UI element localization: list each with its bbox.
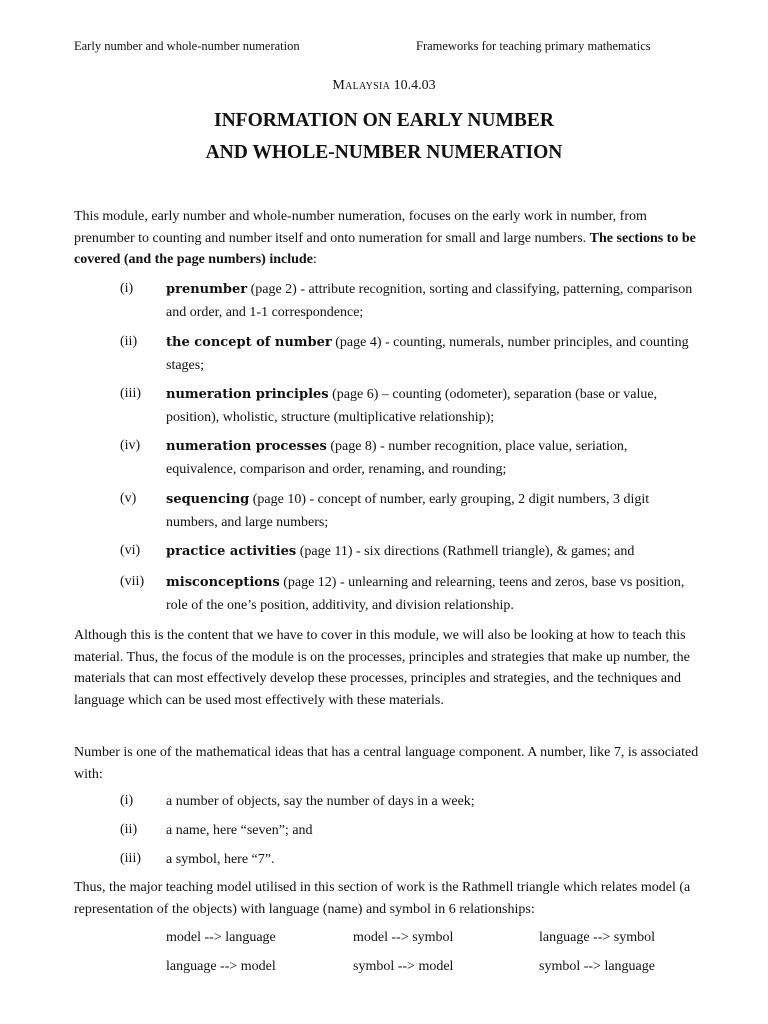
running-header-left: Early number and whole-number numeration [74,39,300,53]
section-item [166,488,696,534]
association-item: a number of objects, say the number of days in a week; [166,794,475,809]
intro-paragraph [74,206,704,271]
section-description: (page 6) – counting (odometer), separation (base or value, position), wholistic, structure (multiplicative relationship); [166,387,658,425]
section-description: (page 8) - number recognition, place value, seriation, equivalence, comparison and order, renaming, and rounding; [166,439,628,477]
section-description: (page 11) - six directions (Rathmell triangle), & games; and [296,544,635,559]
relationship-item: language --> model [166,959,276,974]
intro-text: This module, early number and whole-number numeration, focuses on the early work in number, from prenumber to counting and number itself and onto numeration for small and large numbers. [74,209,647,246]
section-item [166,435,696,481]
relationship-item: symbol --> language [539,959,655,974]
subtitle-smallcaps: Malaysia [332,78,391,93]
association-number: (ii) [120,822,138,837]
relationship-item: symbol --> model [353,959,454,974]
body-paragraph: Although this is the content that we have to cover in this module, we will also be looking at how to teach this material. Thus, the focus of the module is on the processes, principles and strategies that make up number, the materials that can most effectively develop these processes, principles and strategies, and the techniques and language which can be used most effectively with these materials. [74,628,690,708]
title-line-1: INFORMATION ON EARLY NUMBER [213,110,554,131]
body-paragraph: Number is one of the mathematical ideas that has a central language component. A number, like 7, is associated with: [74,745,699,782]
section-item [166,278,696,324]
section-number: (i) [120,281,134,296]
subtitle-code: 10.4.03 [390,78,436,93]
relationship-item: model --> symbol [353,930,454,945]
association-item: a name, here “seven”; and [166,823,313,838]
intro-colon: : [312,252,317,267]
section-description: (page 10) - concept of number, early grouping, 2 digit numbers, 3 digit numbers, and large numbers; [166,492,650,530]
relationship-item: model --> language [166,930,276,945]
section-term: the concept of number [166,335,332,350]
section-term: prenumber [166,282,248,297]
section-term: numeration principles [166,387,329,402]
section-number: (ii) [120,334,138,349]
section-term: numeration processes [166,439,327,454]
section-number: (vii) [120,574,145,589]
section-number: (iv) [120,438,141,453]
section-item [166,383,696,429]
document-subtitle [0,78,768,94]
section-item [166,540,696,563]
body-paragraph: Thus, the major teaching model utilised in this section of work is the Rathmell triangle which relates model (a representation of the objects) with language (name) and symbol in 6 relationships: [74,880,691,917]
title-line-2: AND WHOLE-NUMBER NUMERATION [205,142,563,163]
section-number: (v) [120,491,137,506]
association-item: a symbol, here “7”. [166,852,275,867]
section-number: (vi) [120,543,141,558]
association-number: (i) [120,793,134,808]
section-item [166,571,696,617]
section-item [166,331,696,377]
running-header-right: Frameworks for teaching primary mathematics [416,39,651,53]
section-description: (page 4) - counting, numerals, number principles, and counting stages; [166,335,689,373]
association-number: (iii) [120,851,141,866]
section-description: (page 2) - attribute recognition, sorting and classifying, patterning, comparison and order, and 1-1 correspondence; [166,282,693,320]
section-description: (page 12) - unlearning and relearning, teens and zeros, base vs position, role of the one’s position, additivity, and division relationship. [166,575,685,613]
section-term: sequencing [166,492,250,507]
section-term: practice activities [166,544,297,559]
relationship-item: language --> symbol [539,930,655,945]
section-term: misconceptions [166,575,280,590]
section-number: (iii) [120,386,141,401]
intro-bold: The sections to be covered (and the page numbers) include [74,230,696,267]
